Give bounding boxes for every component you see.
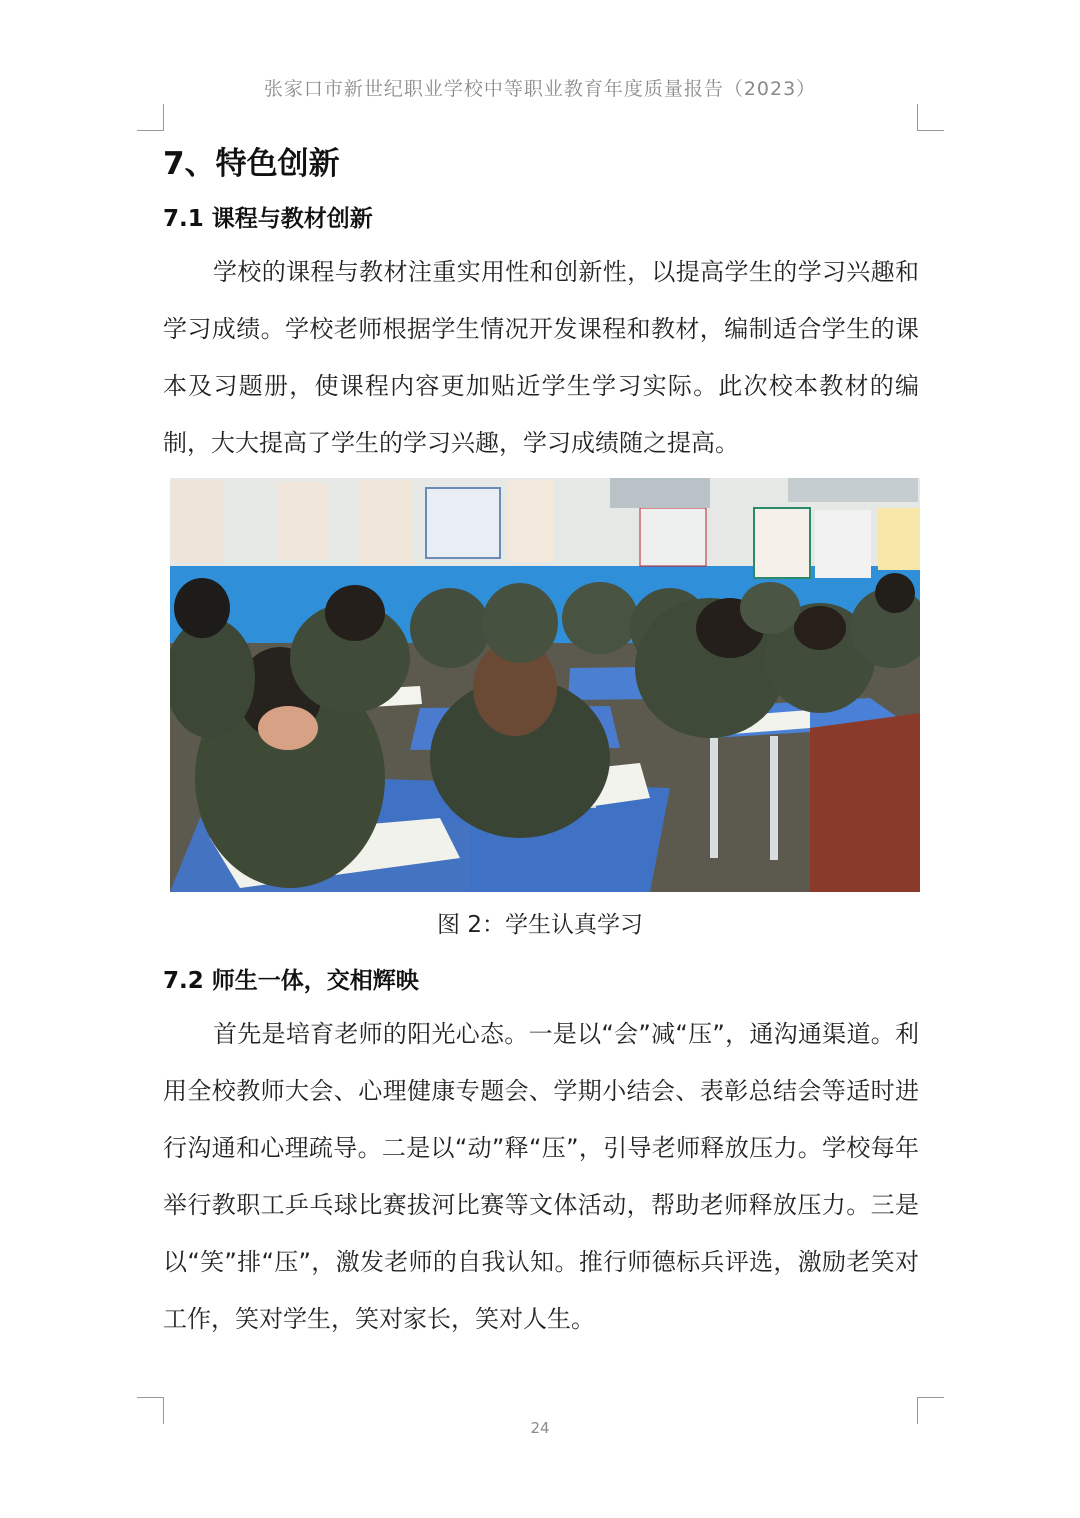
crop-mark-top-right	[917, 104, 944, 131]
subsection-title-7-2: 7.2 师生一体，交相辉映	[163, 968, 419, 994]
subsection-title-7-1: 7.1 课程与教材创新	[163, 206, 373, 232]
classroom-photo	[170, 478, 920, 892]
report-header: 张家口市新世纪职业学校中等职业教育年度质量报告（2023）	[263, 78, 817, 100]
figure-caption: 图 2：学生认真学习	[437, 912, 643, 938]
crop-mark-top-left	[137, 104, 164, 131]
page-number: 24	[530, 1419, 550, 1437]
paragraph-7-1: 学校的课程与教材注重实用性和创新性，以提高学生的学习兴趣和学习成绩。学校老师根据学生情况开发课程和教材，编制适合学生的课本及习题册，使课程内容更加贴近学生学习实际。此次校本教材的编制，大大提高了学生的学习兴趣，学习成绩随之提高。	[163, 258, 919, 457]
paragraph-7-2: 首先是培育老师的阳光心态。一是以“会”减“压”，通沟通渠道。利用全校教师大会、心理健康专题会、学期小结会、表彰总结会等适时进行沟通和心理疏导。二是以“动”释“压”，引导老师释放压力。学校每年举行教职工乒乓球比赛拔河比赛等文体活动，帮助老师释放压力。三是以“笑”排“压”，激发老师的自我认知。推行师德标兵评选，激励老笑对工作，笑对学生，笑对家长，笑对人生。	[163, 1020, 919, 1333]
section-title: 7、特色创新	[163, 146, 340, 182]
